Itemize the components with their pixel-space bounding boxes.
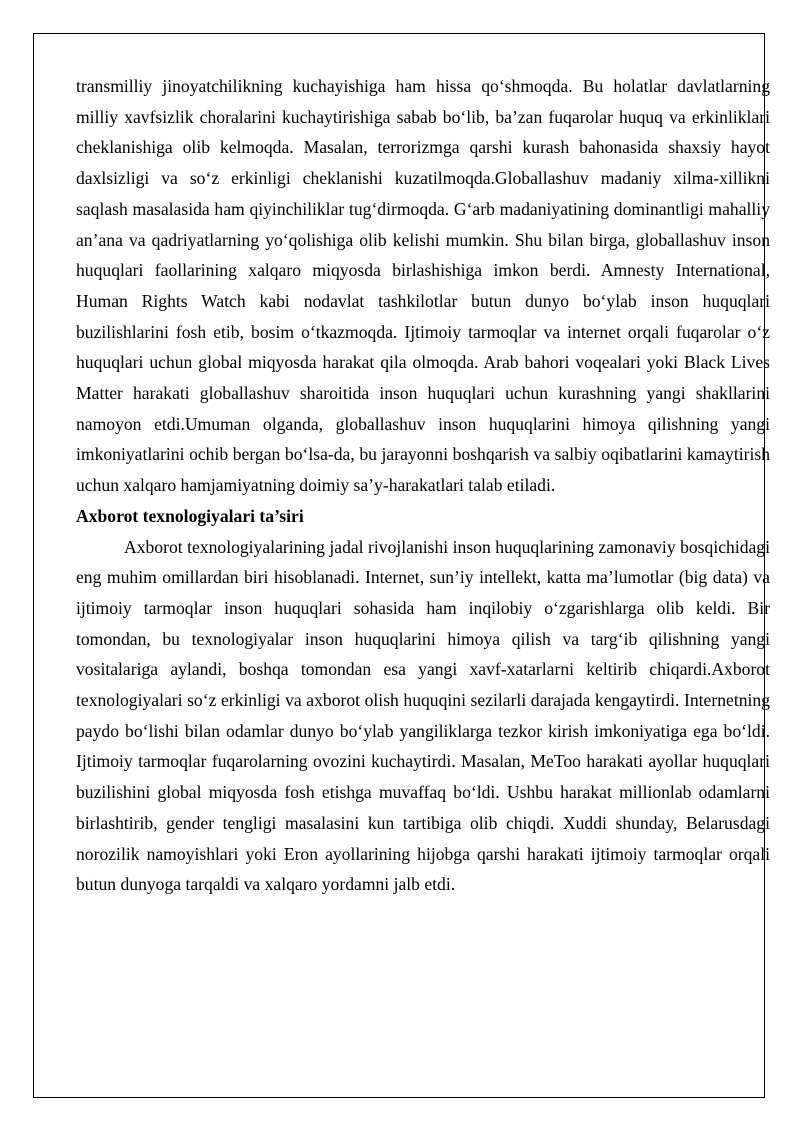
section-heading: Axborot texnologiyalari ta’siri: [76, 505, 304, 526]
document-body: [76, 71, 770, 900]
paragraph-1: transmilliy jinoyatchilikning kuchayishiga ham hissa qo‘shmoqda. Bu holatlar davlatlarning milliy xavfsizlik choralarini kuchaytirishiga sabab bo‘lib, ba’zan fuqarolar huquq va erkinliklari cheklanishiga olib kelmoqda. Masalan, terrorizmga qarshi kurash bahonasida shaxsiy hayot daxlsizligi va so‘z erkinligi cheklanishi kuzatilmoqda.Globallashuv madaniy xilma-xillikni saqlash masalasida ham qiyinchiliklar tug‘dirmoqda. G‘arb madaniyatining dominantligi mahalliy an’ana va qadriyatlarning yo‘qolishiga olib kelishi mumkin. Shu bilan birga, globallashuv inson huquqlari faollarining xalqaro miqyosda birlashishiga imkon berdi. Amnesty International, Human Rights Watch kabi nodavlat tashkilotlar butun dunyo bo‘ylab inson huquqlari buzilishlarini fosh etib, bosim o‘tkazmoqda. Ijtimoiy tarmoqlar va internet orqali fuqarolar o‘z huquqlari uchun global miqyosda harakat qila olmoqda. Arab bahori voqealari yoki Black Lives Matter harakati globallashuv sharoitida inson huquqlari uchun kurashning yangi shakllarini namoyon etdi.Umuman olganda, globallashuv inson huquqlarini himoya qilishning yangi imkoniyatlarini ochib bergan bo‘lsa-da, bu jarayonni boshqarish va salbiy oqibatlarini kamaytirish uchun xalqaro hamjamiyatning doimiy sa’y-harakatlari talab etiladi.: [76, 76, 770, 496]
paragraph-2: Axborot texnologiyalarining jadal rivojlanishi inson huquqlarining zamonaviy bosqichidagi eng muhim omillardan biri hisoblanadi. Internet, sun’iy intellekt, katta ma’lumotlar (big data) va ijtimoiy tarmoqlar inson huquqlari sohasida ham inqilobiy o‘zgarishlarga olib keldi. Bir tomondan, bu texnologiyalar inson huquqlarini himoya qilish va targ‘ib qilishning yangi vositalariga aylandi, boshqa tomondan esa yangi xavf-xatarlarni keltirib chiqardi.Axborot texnologiyalari so‘z erkinligi va axborot olish huquqini sezilarli darajada kengaytirdi. Internetning paydo bo‘lishi bilan odamlar dunyo bo‘ylab yangiliklarga tezkor kirish imkoniyatiga ega bo‘ldi. Ijtimoiy tarmoqlar fuqarolarning ovozini kuchaytirdi. Masalan, MeToo harakati ayollar huquqlari buzilishini global miqyosda fosh etishga muvaffaq bo‘ldi. Ushbu harakat millionlab odamlarni birlashtirib, gender tengligi masalasini kun tartibiga olib chiqdi. Xuddi shunday, Belarusdagi norozilik namoyishlari yoki Eron ayollarining hijobga qarshi harakati ijtimoiy tarmoqlar orqali butun dunyoga tarqaldi va xalqaro yordamni jalb etdi.: [76, 536, 770, 895]
